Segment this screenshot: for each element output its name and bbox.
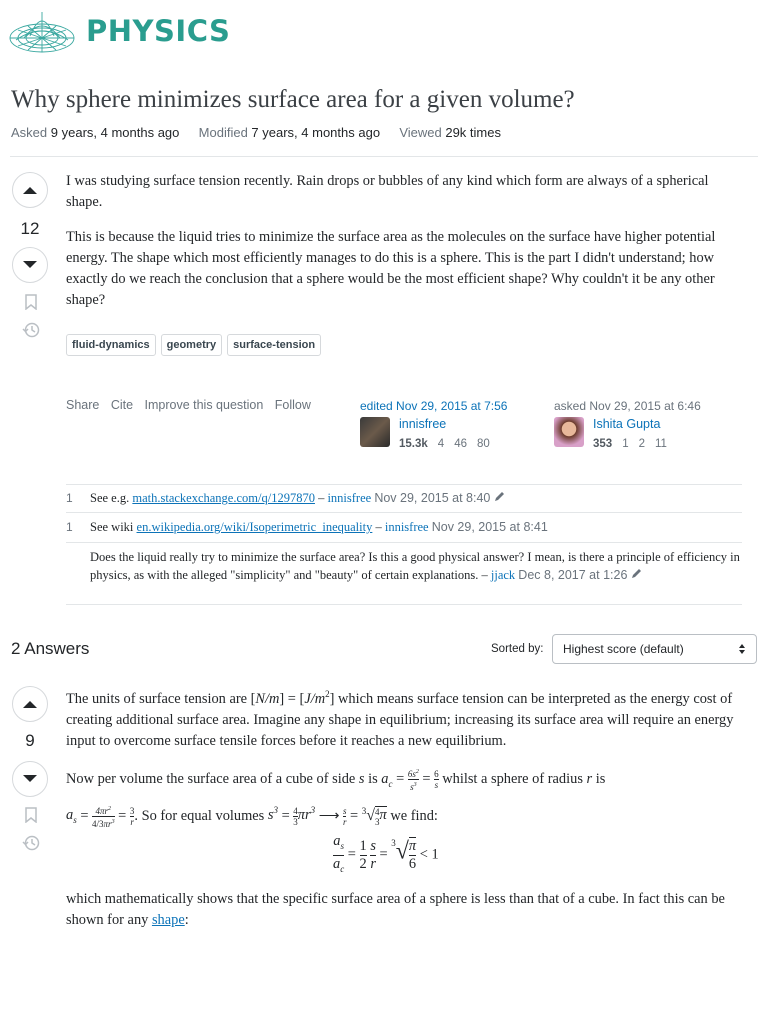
history-icon[interactable] — [22, 834, 40, 852]
editor-name[interactable]: innisfree — [399, 417, 447, 431]
asked-value: 9 years, 4 months ago — [50, 125, 180, 140]
modified-value[interactable]: 7 years, 4 months ago — [251, 125, 381, 140]
improve-question-link[interactable]: Improve this question — [144, 398, 264, 412]
viewed-label: Viewed — [399, 125, 442, 140]
comment — [66, 518, 742, 536]
comment-text: See e.g. — [90, 491, 133, 505]
tag-surface-tension[interactable]: surface-tension — [227, 334, 321, 356]
avatar[interactable] — [554, 417, 584, 447]
tag-fluid-dynamics[interactable]: fluid-dynamics — [66, 334, 156, 356]
asked-timestamp: asked Nov 29, 2015 at 6:46 — [554, 399, 701, 413]
comment-score: 1 — [66, 491, 73, 505]
comment-separator: – — [478, 568, 491, 582]
shape-link[interactable]: shape — [151, 912, 185, 928]
silver-badge-count: 46 — [454, 438, 467, 450]
asker-card — [554, 399, 744, 450]
answer-upvote-button[interactable] — [12, 686, 48, 722]
comments-end-divider — [66, 604, 742, 605]
comment-link[interactable]: math.stackexchange.com/q/1297870 — [132, 491, 315, 505]
comment-user[interactable]: innisfree — [327, 491, 372, 505]
comment-user[interactable]: innisfree — [384, 520, 429, 534]
comment-text: See wiki — [90, 520, 137, 534]
question-paragraph: I was studying surface tension recently. Rain drops or bubbles of any kind which form are always of a spherical shape. — [66, 173, 709, 210]
answers-count: 2 Answers — [11, 639, 90, 658]
modified-label: Modified — [198, 125, 248, 140]
post-actions — [66, 396, 318, 414]
edit-pencil-icon[interactable] — [494, 491, 505, 502]
display-equation: $\frac{a_s}{a_c}$ = $\frac{1}{2}$ $\frac{s}{r}$ = $^3$√ $\frac{\pi}{6}$ < 1 — [333, 833, 439, 874]
comment-date[interactable]: Nov 29, 2015 at 8:41 — [431, 520, 548, 534]
arrow-up-icon — [22, 185, 38, 195]
follow-link[interactable]: Follow — [274, 398, 311, 412]
comments-divider — [66, 484, 742, 485]
editor-reputation: 15.3k — [399, 438, 428, 450]
comment-date[interactable]: Nov 29, 2015 at 8:40 — [374, 491, 491, 505]
physics-globe-icon — [8, 8, 76, 56]
answer-paragraph: which mathematically shows that the specific surface area of a sphere is less than that of a cube. In fact this can be shown for any shape: — [66, 891, 725, 928]
site-name: PHYSICS — [86, 14, 231, 48]
arrow-down-icon — [22, 260, 38, 270]
answer-downvote-button[interactable] — [12, 761, 48, 797]
answer-body — [66, 684, 746, 834]
edited-timestamp[interactable]: edited Nov 29, 2015 at 7:56 — [360, 399, 508, 413]
sort-label: Sorted by: — [491, 643, 544, 655]
bronze-badge-count: 80 — [476, 438, 490, 450]
answer-paragraph: Now per volume the surface area of a cube of side s is $a_c$ = $\frac{6s^2}{s^3}$ = $\frac{6}{s}$ whilst a sphere of radius r is $a_s$ = $\frac{4\pi r^2}{4/3\pi r^3}$ = $\frac{3}{r}$ . So for equal volumes $s^3$ = $\frac{4}{3}$ $\pi r^3$ ⟶ $\frac{s}{r}$ = $^3$√ 4 3 π we find: — [66, 768, 606, 829]
tag-list — [66, 334, 326, 356]
site-logo[interactable] — [8, 8, 248, 56]
tag-geometry[interactable]: geometry — [161, 334, 223, 356]
sort-arrows-icon — [738, 643, 746, 655]
comment — [66, 489, 742, 507]
sort-select-value: Highest score (default) — [563, 642, 684, 656]
gold-badge-count: 1 — [622, 438, 629, 450]
asker-reputation: 353 — [593, 438, 613, 450]
gold-badge-count: 4 — [437, 438, 445, 450]
question-score: 12 — [20, 219, 40, 238]
share-link[interactable]: Share — [66, 398, 100, 412]
arrow-down-icon — [22, 774, 38, 784]
answer-score: 9 — [25, 731, 35, 750]
comment-score: 1 — [66, 520, 73, 534]
avatar[interactable] — [360, 417, 390, 447]
viewed-value: 29k times — [445, 125, 501, 140]
comment-user[interactable]: jjack — [490, 568, 516, 582]
comment-date[interactable]: Dec 8, 2017 at 1:26 — [518, 568, 628, 582]
bookmark-icon[interactable] — [24, 294, 38, 310]
comment — [66, 548, 742, 584]
question-downvote-button[interactable] — [12, 247, 48, 283]
comment-divider — [66, 542, 742, 543]
asker-name[interactable]: Ishita Gupta — [593, 417, 661, 431]
question-meta — [11, 125, 501, 140]
sort-select[interactable] — [552, 634, 757, 664]
bookmark-icon[interactable] — [24, 807, 38, 823]
history-icon[interactable] — [22, 321, 40, 339]
comment-text: Does the liquid really try to minimize the surface area? Is this a good physical answer? I mean, is there a principle of efficiency in physics, as with the alleged "simplicity" and "beauty" of certain explanations. — [90, 550, 740, 582]
title-divider — [10, 156, 758, 157]
editor-card — [360, 399, 540, 450]
asked-label: Asked — [11, 125, 48, 140]
answer-paragraph: The units of surface tension are $[N/m] = [J/m^2]$ which means surface tension can be interpreted as the energy cost of creating additional surface area. Imagine any shape in equilibrium; increasing its surface area will require an energy input to overcome surface tensile forces before it reaches a new equilibrium. — [66, 689, 734, 749]
question-paragraph: This is because the liquid tries to minimize the surface area as the molecules on the surface have higher potential energy. The shape which most efficiently manages to do this is a sphere. This is the part I didn't understand; how exactly do we reach the conclusion that a sphere would be the most efficient shape? Why couldn't it be any other shape? — [66, 229, 716, 308]
comment-divider — [66, 512, 742, 513]
cite-link[interactable]: Cite — [110, 398, 134, 412]
bronze-badge-count: 11 — [655, 438, 667, 450]
question-body — [66, 171, 746, 325]
arrow-up-icon — [22, 699, 38, 709]
silver-badge-count: 2 — [638, 438, 645, 450]
question-title[interactable]: Why sphere minimizes surface area for a given volume? — [11, 86, 575, 113]
comment-link[interactable]: en.wikipedia.org/wiki/Isoperimetric_inequality — [136, 520, 373, 534]
comment-separator: – — [372, 520, 385, 534]
edit-pencil-icon[interactable] — [631, 568, 642, 579]
question-upvote-button[interactable] — [12, 172, 48, 208]
comment-separator: – — [314, 491, 328, 505]
